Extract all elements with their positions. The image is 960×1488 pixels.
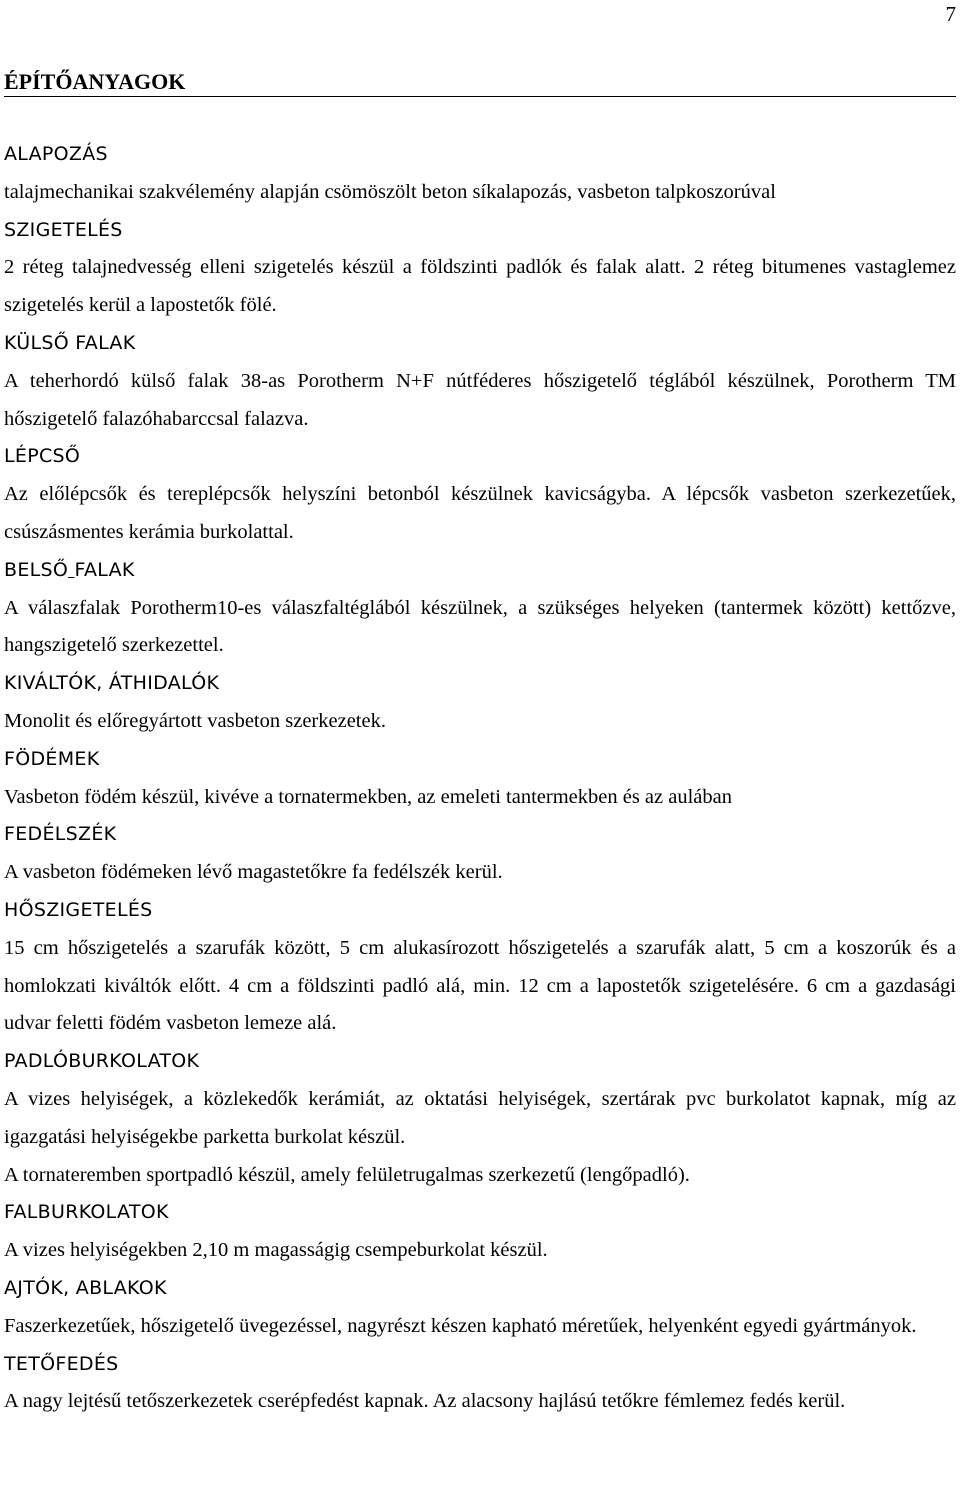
section-text-ajtok-ablakok: Faszerkezetűek, hőszigetelő üvegezéssel, nagyrészt készen kapható méretűek, helyenként egyedi gyártmányok. (4, 1314, 917, 1337)
section-heading-falburkolatok: FALBURKOLATOK (4, 1201, 169, 1224)
section-text-padloburkolatok-2: A tornateremben sportpadló készül, amely felületrugalmas szerkezetű (lengőpadló). (4, 1163, 690, 1186)
document-body (4, 136, 956, 1421)
section-heading-kulso-falak: KÜLSŐ FALAK (4, 331, 136, 354)
page-number: 7 (945, 2, 956, 26)
heading-part-falak: FALAK (74, 558, 135, 581)
section-text-fedelszek: A vasbeton födémeken lévő magastetőkre fa fedélszék kerül. (4, 861, 503, 884)
section-text-falburkolatok: A vizes helyiségekben 2,10 m magasságig csempeburkolat készül. (4, 1239, 548, 1262)
section-heading-kivaltok: KIVÁLTÓK, ÁTHIDALÓK (4, 672, 220, 695)
heading-part-belso: BELSŐ (4, 558, 69, 581)
section-text-kivaltok: Monolit és előregyártott vasbeton szerkezetek. (4, 709, 386, 732)
section-heading-belso-falak (4, 552, 956, 590)
section-heading-hoszigeteles: HŐSZIGETELÉS (4, 898, 153, 921)
section-heading-padloburkolatok: PADLÓBURKOLATOK (4, 1050, 200, 1073)
section-text-tetofedes: A nagy lejtésű tetőszerkezetek cserépfedést kapnak. Az alacsony hajlású tetőkre fémlemez fedés kerül. (4, 1390, 846, 1413)
section-text-hoszigeteles: 15 cm hőszigetelés a szarufák között, 5 cm alukasírozott hőszigetelés a szarufák alatt, 5 cm a koszorúk és a homlokzati kiváltók előtt. 4 cm a földszinti padló alá, min. 12 cm a lapostetők szigetelésére. 6 cm a gazdasági udvar feletti födém vasbeton lemeze alá. (4, 936, 956, 1035)
section-heading-szigeteles: SZIGETELÉS (4, 218, 123, 241)
section-text-kulso-falak: A teherhordó külső falak 38-as Porotherm N+F nútféderes hőszigetelő téglából készülnek, Porotherm TM hőszigetelő falazóhabarccsal falazva. (4, 369, 956, 430)
section-heading-ajtok-ablakok: AJTÓK, ABLAKOK (4, 1276, 167, 1299)
section-text-lepcso: Az előlépcsők és tereplépcsők helyszíni betonból készülnek kavicságyba. A lépcsők vasbeton szerkezetűek, csúszásmentes kerámia burkolattal. (4, 483, 956, 543)
section-text-alapozas: talajmechanikai szakvélemény alapján csömöszölt beton síkalapozás, vasbeton talpkoszorúval (4, 180, 776, 203)
section-text-fodemek: Vasbeton födém készül, kivéve a tornatermekben, az emeleti tantermekben és az aulában (4, 785, 733, 808)
section-heading-lepcso: LÉPCSŐ (4, 445, 81, 468)
section-text-belso-falak: A válaszfalak Porotherm10-es válaszfaltéglából készülnek, a szükséges helyeken (tantermek között) kettőzve, hangszigetelő szerkezettel. (4, 596, 956, 657)
section-heading-tetofedes: TETŐFEDÉS (4, 1352, 119, 1375)
document-title: ÉPÍTŐANYAGOK (4, 68, 956, 97)
section-text-padloburkolatok-1: A vizes helyiségek, a közlekedők kerámiát, az oktatási helyiségek, szertárak pvc burkolatot kapnak, míg az igazgatási helyiségekbe parketta burkolat készül. (4, 1087, 956, 1148)
section-heading-fodemek: FÖDÉMEK (4, 747, 100, 770)
section-text-szigeteles: 2 réteg talajnedvesség elleni szigetelés készül a földszinti padlók és falak alatt. 2 réteg bitumenes vastaglemez szigetelés kerül a lapostetők fölé. (4, 256, 956, 317)
section-heading-alapozas: ALAPOZÁS (4, 143, 108, 165)
section-heading-fedelszek: FEDÉLSZÉK (4, 823, 117, 846)
